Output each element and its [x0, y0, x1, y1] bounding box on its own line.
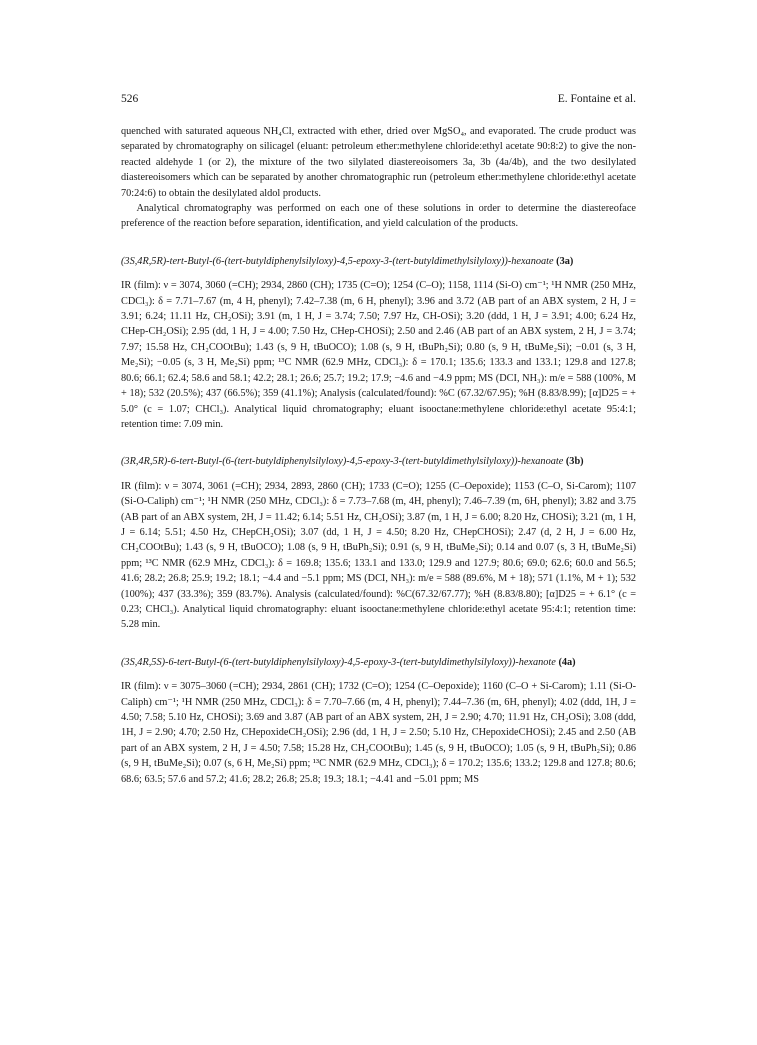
compound-name: (3S,4R,5S)-6-tert-Butyl-(6-(tert-butyldiphenylsilyloxy)-4,5-epoxy-3-(tert-butyldimethylsilyloxy))-hexanote [121, 656, 556, 668]
intro-paragraph: quenched with saturated aqueous NH₄Cl, extracted with ether, dried over MgSO₄, and evaporated. The crude product was separated by chromatography on silicagel (eluant: petroleum ether:methylene chloride:ethyl acetate 90:8:2) to give the non-reacted aldehyde 1 (or 2), the mixture of the two silylated diastereoisomers 3a, 3b (4a/4b), and the two desilylated diastereoisomers which can be separated by another chromatographic run (petroleum ether:methylene chloride:ethyl acetate 70:24:6) to obtain the desilylated aldol products. [121, 126, 636, 199]
compound-name: (3S,4R,5R)-tert-Butyl-(6-(tert-butyldiphenylsilyloxy)-4,5-epoxy-3-(tert-butyldimethylsilyloxy))-hexanoate [121, 255, 554, 267]
compound-title [121, 655, 636, 670]
article-body [121, 124, 636, 787]
compound-characterization: IR (film): ν = 3075–3060 (=CH); 2934, 2861 (CH); 1732 (C=O); 1254 (C–Oepoxide); 1160 (C–O + Si-Carom); 1.11 (Si-O-Caliph) cm⁻¹; ¹H NMR (250 MHz, CDCl₃): δ = 7.70–7.66 (m, 4 H, phenyl); 7.44–7.36 (m, 6H, phenyl); 4.02 (ddd, 1H, J = 4.50; 7.58; 5.10 Hz, CHOSi); 3.69 and 3.87 (AB part of an ABX system, 2H, J = 2.90; 4.70; 11.91 Hz, CH₂OSi); 3.08 (ddd, 1H, J = 2.90; 4.70; 2.50 Hz, CHepoxideCH₂OSi); 2.96 (dd, 1 H, J = 2.50; 5.10 Hz, CHepoxideCHOSi); 2.45 and 2.50 (AB part of an ABX system, 2 H, J = 4.50; 7.58; 15.28 Hz, CH₂COOtBu); 1.45 (s, 9 H, tBuOCO); 1.05 (s, 9 H, tBuPh₂Si); 0.86 (s, 9 H, tBuMe₂Si); 0.07 (s, 6 H, Me₂Si) ppm; ¹³C NMR (62.9 MHz, CDCl₃); δ = 170.2; 135.6; 133.2; 129.8 and 127.8; 80.6; 68.6; 63.5; 57.6 and 57.2; 41.6; 28.2; 26.8; 25.8; 19.3; 18.1; −4.41 and −5.01 ppm; MS [121, 681, 636, 785]
compound-title [121, 254, 636, 269]
compound-characterization: IR (film): ν = 3074, 3060 (=CH); 2934, 2860 (CH); 1735 (C=O); 1254 (C–O); 1158, 1114 (Si-O) cm⁻¹; ¹H NMR (250 MHz, CDCl₃): δ = 7.71–7.67 (m, 4 H, phenyl); 7.42–7.38 (m, 6 H, phenyl); 3.96 and 3.72 (AB part of an ABX system, 2 H, J = 3.91; 6.24; 11.11 Hz, CH₂OSi); 3.91 (m, 1 H, J = 3.74; 7.50; 7.97 Hz, CH-OSi); 3.20 (ddd, 1 H, J = 3.91; 4.00; 6.24 Hz, CHep-CH₂OSi); 2.95 (dd, 1 H, J = 4.00; 7.50 Hz, CHep-CHOSi); 2.50 and 2.46 (AB part of an ABX system, 2 H, J = 3.74; 7.97; 15.58 Hz, CH₂COOtBu); 1.43 (s, 9 H, tBuOCO); 1.08 (s, 9 H, tBuPh₂Si); 0.80 (s, 9 H, tBuMe₂Si); −0.01 (s, 3 H, Me₂Si); −0.05 (s, 3 H, Me₂Si) ppm; ¹³C NMR (62.9 MHz, CDCl₃): δ = 170.1; 135.6; 133.3 and 133.1; 129.8 and 127.8; 80.6; 66.1; 62.4; 58.6 and 58.1; 42.2; 28.1; 26.6; 25.7; 19.2; 17.9; −4.6 and −4.9 ppm; MS (DCI, NH₃): m/e = 588 (100%, M + 18); 532 (20.5%); 437 (66.5%); 359 (41.1%); Analysis (calculated/found): %C (67.32/67.95); %H (8.83/8.99); [α]D25 = + 5.0° (c = 1.07; CHCl₃). Analytical liquid chromatography; eluant isooctane:methylene chloride:ethyl acetate 95:4:1; retention time: 7.09 min. [121, 280, 636, 430]
compound-label: (3a) [556, 255, 574, 267]
compound-title [121, 454, 636, 469]
compound-characterization: IR (film): ν = 3074, 3061 (=CH); 2934, 2893, 2860 (CH); 1733 (C=O); 1255 (C–Oepoxide); 1153 (C–O, Si-Carom); 1107 (Si-O-Caliph) cm⁻¹; ¹H NMR (250 MHz, CDCl₃): δ = 7.73–7.68 (m, 4H, phenyl); 7.46–7.39 (m, 6H, phenyl); 3.82 and 3.75 (AB part of an ABX system, 2H, J = 11.42; 6.14; 5.51 Hz, CH₂OSi); 3.87 (m, 1 H, J = 6.00; 8.20 Hz, CHOSi); 3.21 (m, 1 H, J = 6.14; 5.51; 4.50 Hz, CHepCH₂OSi); 3.07 (dd, 1 H, J = 4.50; 8.20 Hz, CHepCHOSi); 2.47 (d, 2 H, J = 6.00 Hz, CH₂COOtBu); 1.43 (s, 9 H, tBuOCO); 1.08 (s, 9 H, tBuPh₂Si); 0.91 (s, 9 H, tBuMe₂Si); 0.14 and 0.07 (s, 3 H, tBuMe₂Si) ppm; ¹³C NMR (62.9 MHz, CDCl₃): δ = 169.8; 135.6; 133.1 and 133.0; 129.9 and 127.9; 80.6; 69.0; 62.6; 60.0 and 56.5; 41.6; 28.2; 26.8; 25.9; 19.2; 18.1; −4.4 and −5.1 ppm; MS (DCI, NH₃): m/e = 588 (89.6%, M + 18); 571 (1.1%, M + 1); 532 (100%); 437 (33.3%); 359 (83.7%). Analysis (calculated/found): %C(67.32/67.77); %H (8.83/8.80); [α]D25 = + 6.1° (c = 0.23; CHCl₃). Analytical liquid chromatography: eluant isooctane:methylene chloride:ethyl acetate 95:4:1; retention time: 5.28 min. [121, 480, 636, 631]
compound-label: (4a) [558, 656, 576, 668]
compound-name: (3R,4R,5R)-6-tert-Butyl-(6-(tert-butyldiphenylsilyloxy)-4,5-epoxy-3-(tert-butyldimethylsilyloxy))-hexanoate [121, 456, 564, 468]
running-author: E. Fontaine et al. [557, 93, 636, 105]
page-header [121, 93, 636, 109]
compound-label: (3b) [565, 456, 584, 468]
page-number: 526 [121, 93, 139, 105]
intro-paragraph: Analytical chromatography was performed on each one of these solutions in order to determine the diastereoface preference of the reaction before separation, identification, and yield calculation of the products. [121, 203, 636, 230]
